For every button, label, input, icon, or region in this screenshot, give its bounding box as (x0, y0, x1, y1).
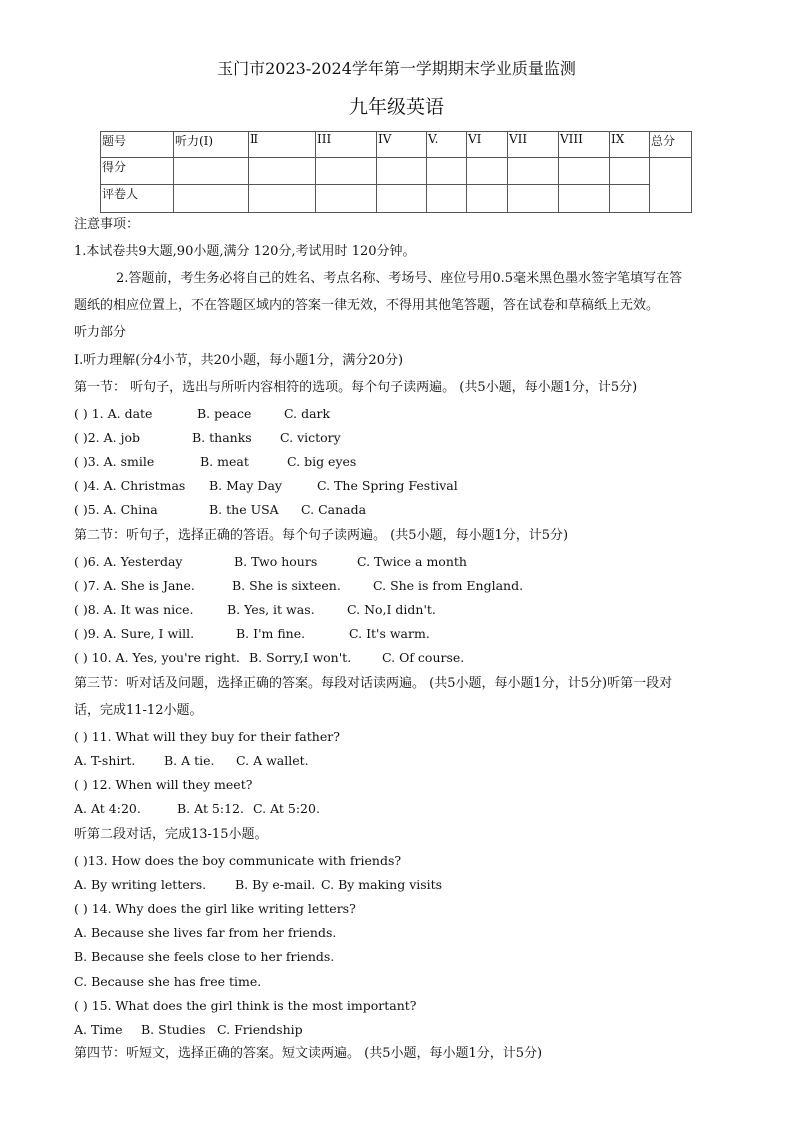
question-stem: ( ) 14. Why does the girl like writing letters? (74, 901, 356, 916)
header-cell: Ⅱ (249, 132, 316, 158)
option-c: C. victory (280, 430, 341, 445)
subsection-title: 第四节：听短文，选择正确的答案。短文读两遍。 (共5小题，每小题1分，计5分) (74, 1046, 543, 1061)
header-cell: 听力(I) (174, 132, 249, 158)
question-row (74, 502, 366, 518)
option-a: A. Time (74, 1022, 123, 1037)
note-item: 1.本试卷共9大题,90小题,满分 120分,考试用时 120分钟。 (74, 244, 416, 259)
row-label: 评卷人 (101, 185, 174, 213)
option-b: B. Two hours (234, 554, 318, 569)
question-stem: ( ) 15. What does the girl think is the most important? (74, 998, 417, 1013)
score-cell[interactable] (559, 158, 610, 185)
header-cell: 总分 (650, 132, 692, 158)
option-b: B. Studies (141, 1022, 206, 1037)
question-row (74, 602, 436, 618)
question-stem: ( )9. A. Sure, I will. (74, 626, 195, 641)
option-b: B. By e-mail. (235, 877, 316, 892)
question-row (74, 478, 458, 494)
option-c: C. The Spring Festival (317, 478, 458, 493)
exam-subtitle: 九年级英语 (348, 96, 444, 118)
option-c: C. Friendship (217, 1022, 303, 1037)
option-b: B. I'm fine. (236, 626, 306, 641)
notes-heading: 注意事项： (74, 217, 140, 232)
part-title: 听力部分 (74, 325, 127, 340)
question-stem: ( ) 1. A. date (74, 406, 153, 421)
option-c: C. She is from England. (373, 578, 524, 593)
option-b: B. A tie. (164, 753, 215, 768)
option-c: C. By making visits (321, 877, 443, 892)
option-a: A. T-shirt. (74, 753, 136, 768)
grader-cell[interactable] (427, 185, 467, 213)
grader-cell[interactable] (559, 185, 610, 213)
option-a: A. By writing letters. (74, 877, 207, 892)
options-row (74, 753, 309, 769)
row-label: 得分 (101, 158, 174, 185)
score-cell[interactable] (377, 158, 427, 185)
option-c: C. A wallet. (236, 753, 309, 768)
header-cell: III (316, 132, 377, 158)
header-cell: 题号 (101, 132, 174, 158)
score-cell[interactable] (427, 158, 467, 185)
score-table (100, 131, 692, 213)
option-c: C. Canada (301, 502, 367, 517)
option-b: B. Because she feels close to her friends. (74, 949, 335, 964)
question-stem: ( )8. A. It was nice. (74, 602, 194, 617)
question-row (74, 454, 356, 470)
grader-cell[interactable] (467, 185, 508, 213)
grader-cell[interactable] (316, 185, 377, 213)
option-b: B. the USA (209, 502, 279, 517)
grader-cell[interactable] (174, 185, 249, 213)
option-c: C. At 5:20. (253, 801, 320, 816)
option-c: C. dark (284, 406, 331, 421)
note-item: 题纸的相应位置上，不在答题区域内的答案一律无效，不得用其他笔答题，答在试卷和草稿纸上无效。 (74, 298, 660, 313)
option-b: B. She is sixteen. (232, 578, 341, 593)
question-stem: ( ) 10. A. Yes, you're right. (74, 650, 240, 665)
option-c: C. It's warm. (349, 626, 430, 641)
subsection-title: 第三节：听对话及问题，选择正确的答案。每段对话读两遍。 (共5小题，每小题1分，计5分)听第一段对 (74, 676, 673, 691)
question-stem: ( )3. A. smile (74, 454, 155, 469)
subsection-title: 话，完成11-12小题。 (74, 703, 203, 718)
score-cell[interactable] (174, 158, 249, 185)
option-b: B. peace (197, 406, 252, 421)
option-c: C. No,I didn't. (347, 602, 436, 617)
header-cell: IX (610, 132, 650, 158)
header-cell: VI (467, 132, 508, 158)
score-row (101, 158, 692, 185)
exam-title: 玉门市2023-2024学年第一学期期末学业质量监测 (217, 59, 576, 78)
header-cell: IV (377, 132, 427, 158)
options-row (74, 877, 442, 893)
score-cell[interactable] (316, 158, 377, 185)
question-row (74, 554, 467, 570)
header-cell: VII (508, 132, 559, 158)
option-b: B. Yes, it was. (227, 602, 315, 617)
option-b: B. meat (200, 454, 249, 469)
option-c: C. Because she has free time. (74, 974, 262, 989)
option-b: B. May Day (209, 478, 282, 493)
grader-cell[interactable] (508, 185, 559, 213)
question-stem: ( )2. A. job (74, 430, 141, 445)
question-row (74, 578, 523, 594)
subsection-title: 第二节：听句子，选择正确的答语。每个句子读两遍。 (共5小题，每小题1分，计5分) (74, 528, 569, 543)
score-cell[interactable] (610, 158, 650, 185)
header-cell: V. (427, 132, 467, 158)
grader-cell[interactable] (377, 185, 427, 213)
option-a: A. Because she lives far from her friends. (74, 925, 337, 940)
grader-cell[interactable] (610, 185, 650, 213)
score-cell[interactable] (467, 158, 508, 185)
option-a: A. At 4:20. (74, 801, 141, 816)
section-title: I.听力理解(分4小节，共20小题，每小题1分，满分20分) (74, 353, 404, 368)
question-stem: ( )7. A. She is Jane. (74, 578, 195, 593)
question-stem: ( )13. How does the boy communicate with friends? (74, 853, 402, 868)
option-c: C. Of course. (382, 650, 465, 665)
grader-row (101, 185, 692, 213)
question-stem: ( ) 12. When will they meet? (74, 777, 253, 792)
question-row (74, 650, 464, 666)
subsection-title: 第一节： 听句子，选出与所听内容相符的选项。每个句子读两遍。 (共5小题，每小题1分，计5分) (74, 380, 638, 395)
note-item: 2.答题前，考生务必将自己的姓名、考点名称、考场号、座位号用0.5毫米黑色墨水签字笔填写在答 (116, 271, 683, 286)
question-row (74, 626, 430, 642)
option-b: B. At 5:12. (177, 801, 244, 816)
option-b: B. Sorry,I won't. (249, 650, 352, 665)
question-stem: ( ) 11. What will they buy for their father? (74, 729, 340, 744)
grader-cell[interactable] (249, 185, 316, 213)
option-b: B. thanks (192, 430, 252, 445)
question-stem: ( )5. A. China (74, 502, 158, 517)
options-row (74, 1022, 303, 1038)
question-row (74, 430, 341, 446)
score-cell[interactable] (508, 158, 559, 185)
option-c: C. big eyes (287, 454, 357, 469)
score-table-header-row (101, 132, 692, 158)
option-c: C. Twice a month (357, 554, 467, 569)
options-row (74, 801, 320, 817)
question-stem: ( )4. A. Christmas (74, 478, 186, 493)
dialog-instruction: 听第二段对话，完成13-15小题。 (74, 827, 268, 842)
question-row (74, 406, 330, 422)
score-cell[interactable] (249, 158, 316, 185)
header-cell: VIII (559, 132, 610, 158)
question-stem: ( )6. A. Yesterday (74, 554, 183, 569)
total-score-cell[interactable] (650, 158, 692, 213)
